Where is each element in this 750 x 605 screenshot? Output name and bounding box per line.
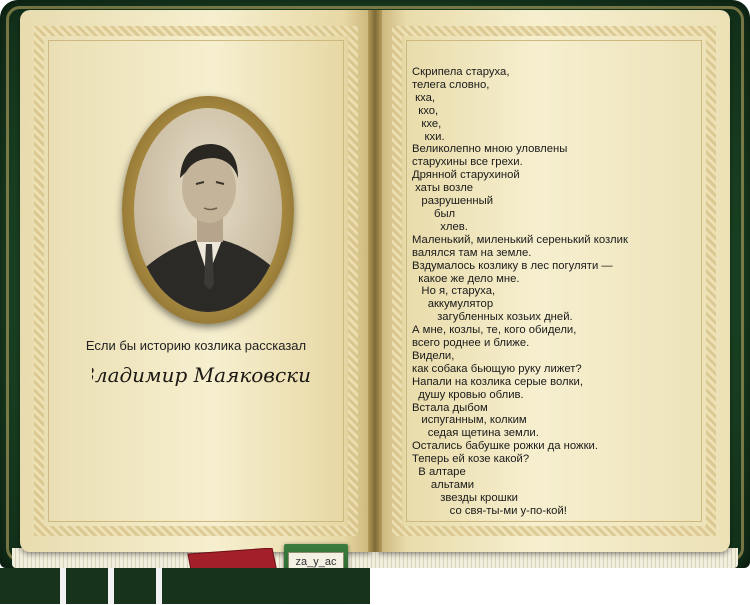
portrait-image xyxy=(134,108,282,312)
poem-line: Теперь ей козе какой? xyxy=(412,453,530,466)
poem-line: всего роднее и ближе. xyxy=(412,337,530,350)
poem-line: Великолепно мною уловлены xyxy=(412,143,568,156)
poem-line: кхи. xyxy=(412,130,445,143)
portrait-caption: Если бы историю козлика рассказал xyxy=(85,338,307,353)
poem-line: душу кровью облив. xyxy=(412,388,524,401)
portrait-illustration xyxy=(134,108,282,312)
poem-line: звезды крошки xyxy=(412,491,518,504)
poem-line: Встала дыбом xyxy=(412,401,488,414)
poem-line: кхе, xyxy=(412,117,442,130)
poem-line: кхо, xyxy=(412,104,439,117)
poem-line: Дрянной старухиной xyxy=(412,169,520,182)
poem-line: Вздумалось козлику в лес погуляти — xyxy=(412,259,613,272)
poem-line: загубленных козьих дней. xyxy=(412,311,573,324)
poem-line: валялся там на земле. xyxy=(412,246,532,259)
bottom-rib xyxy=(156,568,162,604)
poem-line: Остались бабушке рожки да ножки. xyxy=(412,440,599,453)
poem-line: Видели, xyxy=(412,349,455,362)
poem-line: хлев. xyxy=(412,220,468,233)
poem-line: хаты возле xyxy=(412,182,474,195)
poem-line: испуганным, колким xyxy=(412,414,527,427)
poem-line: Но я, старуха, xyxy=(412,285,496,298)
poem-line: А мне, козлы, те, кого обидели, xyxy=(412,324,577,337)
poem-line: альтами xyxy=(412,479,475,491)
poem-text xyxy=(412,66,712,518)
signature-image xyxy=(92,358,312,392)
bottom-rib xyxy=(60,568,66,604)
poem-line: кха, xyxy=(412,91,436,104)
poem-line: аккумулятор xyxy=(412,298,494,311)
poem-line: Скрипела старуха, xyxy=(412,66,510,78)
poem-line: со свя-ты-ми у-по-кой! xyxy=(412,504,567,517)
poem-line: Напали на козлика серые волки, xyxy=(412,375,583,388)
poem-line: В алтаре xyxy=(412,466,466,479)
bottom-rib xyxy=(108,568,114,604)
bottom-shadow-band xyxy=(0,568,370,604)
poem-line: Маленький, миленький серенький козлик xyxy=(412,233,628,246)
svg-text:Владимир Маяковский: Владимир Маяковский xyxy=(92,363,312,387)
poem-line: как собака бьющую руку лижет? xyxy=(412,362,582,375)
poem-line: какое же дело мне. xyxy=(412,272,520,285)
book-spine xyxy=(368,10,382,552)
poem-line: разрушенный xyxy=(412,195,494,208)
poem-line: седая щетина земли. xyxy=(412,427,539,440)
author-signature xyxy=(92,358,312,392)
poem-line: телега словно, xyxy=(412,78,490,91)
poem-line: был xyxy=(412,207,456,220)
bookmark-tag-label: za_y_ac xyxy=(288,552,344,572)
portrait-frame xyxy=(122,96,294,324)
poem-line: старухины все грехи. xyxy=(412,156,523,169)
